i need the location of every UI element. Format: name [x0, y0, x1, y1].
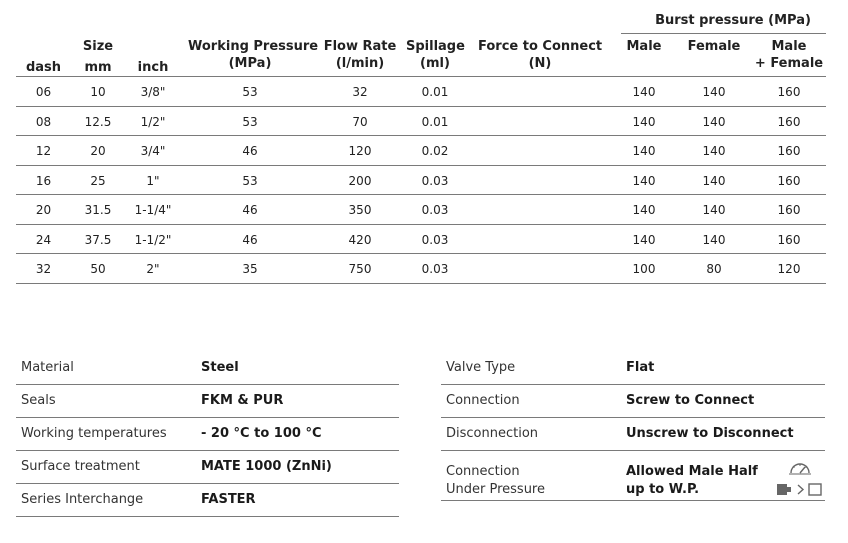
cell-spillage: 0.03 [421, 232, 449, 247]
burst-pressure-divider [621, 33, 826, 34]
property-label: Material [21, 360, 74, 375]
property-label: Disconnection [446, 426, 539, 441]
cell-mm: 10 [90, 85, 106, 99]
cell-inch: 1-1/2" [134, 232, 172, 247]
cell-dash: 24 [35, 232, 52, 247]
cell-spillage: 0.02 [421, 144, 449, 158]
cell-dash: 32 [35, 262, 52, 276]
cell-spillage: 0.03 [421, 262, 449, 276]
property-value: MATE 1000 (ZnNi) [201, 459, 332, 474]
cell-female: 140 [702, 85, 726, 99]
header-flow-rate: Flow Rate [323, 39, 397, 54]
property-row [16, 418, 399, 451]
cell-male-female: 160 [777, 144, 801, 158]
cell-female: 80 [706, 262, 722, 276]
pressure-icons [775, 461, 825, 497]
cell-dash: 20 [35, 203, 52, 217]
property-label-line: Connection [446, 464, 520, 479]
property-value: Screw to Connect [626, 393, 755, 408]
cell-spillage: 0.01 [421, 85, 449, 99]
property-row [441, 418, 825, 451]
cell-flow-rate: 70 [352, 114, 368, 129]
cell-dash: 08 [35, 114, 52, 129]
property-label: Connection [446, 393, 520, 408]
property-label: Working temperatures [21, 426, 167, 441]
cell-female: 140 [702, 232, 726, 247]
cell-flow-rate: 420 [348, 232, 372, 247]
properties-right [441, 352, 825, 501]
cell-inch: 1/2" [140, 114, 166, 129]
property-value-line: up to W.P. [626, 482, 700, 497]
table-row [16, 254, 826, 284]
property-value: FASTER [201, 492, 256, 507]
header-working-pressure: Working Pressure [188, 39, 319, 54]
cell-inch: 3/8" [140, 85, 166, 99]
pressure-gauge-icon [775, 461, 825, 497]
property-value: - 20 °C to 100 °C [201, 426, 322, 441]
property-row [441, 385, 825, 418]
table-row [16, 77, 826, 107]
cell-male-female: 160 [777, 232, 801, 247]
cell-working-pressure: 46 [242, 232, 258, 247]
cell-inch: 2" [146, 262, 160, 276]
table-body [16, 77, 826, 284]
header-flow-rate-unit: (l/min) [335, 56, 385, 71]
cell-male-female: 160 [777, 173, 801, 188]
header-female: Female [687, 39, 741, 54]
cell-male: 140 [632, 173, 656, 188]
cell-mm: 25 [90, 173, 106, 188]
cell-female: 140 [702, 173, 726, 188]
property-row [441, 352, 825, 385]
table-row [16, 136, 826, 166]
property-row [441, 451, 825, 501]
cell-male-female: 160 [777, 114, 801, 129]
properties-left [16, 352, 399, 517]
header-dash: dash [25, 60, 62, 75]
cell-male: 100 [632, 262, 656, 276]
property-value [626, 463, 758, 499]
property-value: Flat [626, 360, 655, 375]
property-value: Unscrew to Disconnect [626, 426, 794, 441]
property-label [446, 463, 545, 499]
cell-male-female: 160 [777, 203, 801, 217]
cell-mm: 20 [90, 144, 106, 158]
cell-spillage: 0.01 [421, 114, 449, 129]
table-row [16, 225, 826, 255]
header-male-female-2: + Female [754, 56, 824, 71]
header-spillage: Spillage [406, 39, 465, 54]
cell-male: 140 [632, 232, 656, 247]
table-row [16, 107, 826, 137]
cell-male: 140 [632, 203, 656, 217]
cell-dash: 12 [35, 144, 52, 158]
cell-inch: 1-1/4" [134, 203, 172, 217]
property-label-line: Under Pressure [446, 482, 545, 497]
cell-male: 140 [632, 85, 656, 99]
table-row [16, 195, 826, 225]
cell-working-pressure: 53 [242, 173, 258, 188]
cell-flow-rate: 200 [348, 173, 372, 188]
header-inch: inch [137, 60, 169, 75]
cell-dash: 16 [35, 173, 52, 188]
cell-working-pressure: 53 [242, 114, 258, 129]
header-size: Size [82, 39, 114, 54]
property-label: Series Interchange [21, 492, 144, 507]
cell-working-pressure: 35 [242, 262, 258, 276]
property-label: Surface treatment [21, 459, 140, 474]
header-force-to-connect: Force to Connect [478, 39, 603, 54]
property-row [16, 484, 399, 517]
cell-female: 140 [702, 203, 726, 217]
cell-spillage: 0.03 [421, 203, 449, 217]
cell-working-pressure: 46 [242, 203, 258, 217]
cell-flow-rate: 120 [348, 144, 372, 158]
header-working-pressure-unit: (MPa) [228, 56, 272, 71]
header-force-unit: (N) [528, 56, 552, 71]
cell-male-female: 120 [777, 262, 801, 276]
property-row [16, 352, 399, 385]
header-burst-pressure: Burst pressure (MPa) [655, 13, 811, 28]
property-value: FKM & PUR [201, 393, 284, 408]
cell-mm: 12.5 [84, 114, 112, 129]
cell-working-pressure: 46 [242, 144, 258, 158]
cell-flow-rate: 750 [348, 262, 372, 276]
header-mm: mm [84, 60, 112, 75]
header-male: Male [626, 39, 662, 54]
property-label: Seals [21, 393, 56, 408]
specifications-table [16, 10, 826, 284]
cell-male: 140 [632, 114, 656, 129]
cell-male: 140 [632, 144, 656, 158]
cell-flow-rate: 350 [348, 203, 372, 217]
property-value: Steel [201, 360, 239, 375]
cell-flow-rate: 32 [352, 85, 368, 99]
cell-female: 140 [702, 144, 726, 158]
cell-male-female: 160 [777, 85, 801, 99]
property-value-line: Allowed Male Half [626, 464, 758, 479]
cell-dash: 06 [35, 85, 52, 99]
header-male-female: Male [771, 39, 807, 54]
cell-female: 140 [702, 114, 726, 129]
cell-working-pressure: 53 [242, 85, 258, 99]
cell-inch: 1" [146, 173, 160, 188]
table-header [16, 10, 826, 77]
property-row [16, 385, 399, 418]
cell-mm: 50 [90, 262, 106, 276]
header-spillage-unit: (ml) [420, 56, 450, 71]
cell-mm: 31.5 [84, 203, 112, 217]
cell-mm: 37.5 [84, 232, 112, 247]
cell-spillage: 0.03 [421, 173, 449, 188]
table-row [16, 166, 826, 196]
cell-inch: 3/4" [140, 144, 166, 158]
property-label: Valve Type [446, 360, 516, 375]
property-row [16, 451, 399, 484]
